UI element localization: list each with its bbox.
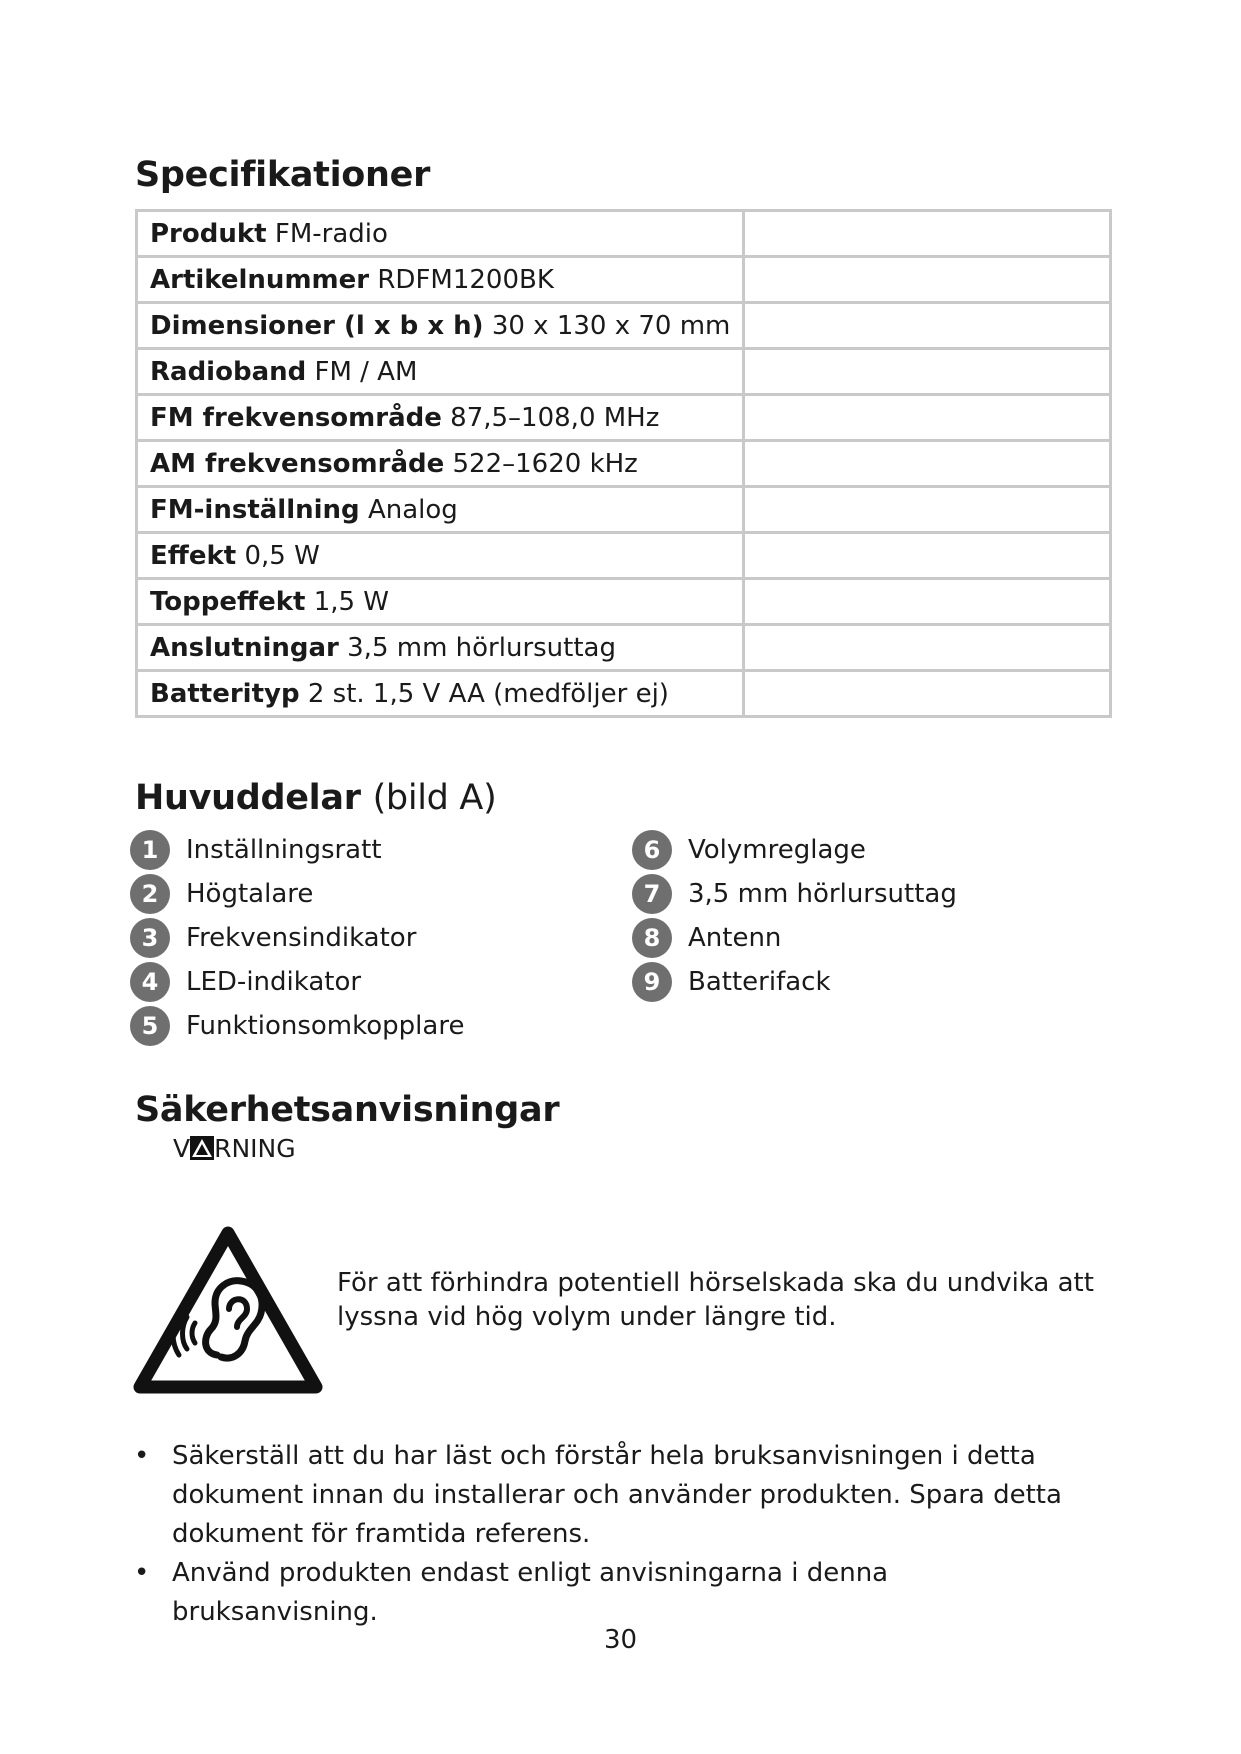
spec-row xyxy=(137,671,1111,717)
specifications-table xyxy=(135,209,1112,718)
part-item xyxy=(130,872,464,916)
spec-label: FM frekvensområde xyxy=(150,402,442,433)
part-item xyxy=(632,960,957,1004)
spec-label: Produkt xyxy=(150,218,267,249)
part-number-badge: 7 xyxy=(632,874,672,914)
safety-bullet-item: • Säkerställ att du har läst och förstår hela bruksanvisningen i detta dokument innan du installerar och använder produkten. Spara detta dokument för framtida referens. xyxy=(132,1437,1092,1554)
spec-empty-cell xyxy=(744,257,1111,303)
part-number-badge: 4 xyxy=(130,962,170,1002)
spec-value: FM-radio xyxy=(274,218,388,249)
spec-label: Batterityp xyxy=(150,678,300,709)
spec-label: Radioband xyxy=(150,356,307,387)
spec-value: 522–1620 kHz xyxy=(452,448,638,479)
spec-value: 0,5 W xyxy=(244,540,320,571)
part-label: LED-indikator xyxy=(186,967,362,997)
spec-cell xyxy=(137,349,744,395)
hearing-damage-warning-icon xyxy=(133,1225,323,1395)
safety-bullet-item: • Använd produkten endast enligt anvisningarna i denna bruksanvisning. xyxy=(132,1554,1092,1632)
spec-empty-cell xyxy=(744,487,1111,533)
warning-prefix: V xyxy=(173,1134,191,1163)
spec-value: 3,5 mm hörlursuttag xyxy=(347,632,616,663)
part-label: Inställningsratt xyxy=(186,835,382,865)
safety-heading: Säkerhetsanvisningar xyxy=(135,1090,560,1130)
specifications-heading: Specifikationer xyxy=(135,155,431,195)
spec-empty-cell xyxy=(744,441,1111,487)
part-number-badge: 3 xyxy=(130,918,170,958)
part-label: Funktionsomkopplare xyxy=(186,1011,465,1041)
part-item xyxy=(632,872,957,916)
spec-cell xyxy=(137,257,744,303)
part-item xyxy=(632,828,957,872)
part-number-badge: 6 xyxy=(632,830,672,870)
spec-empty-cell xyxy=(744,579,1111,625)
spec-empty-cell xyxy=(744,395,1111,441)
warning-triangle-icon xyxy=(190,1136,214,1160)
spec-value: 87,5–108,0 MHz xyxy=(450,402,660,433)
main-parts-heading xyxy=(135,778,496,818)
spec-row xyxy=(137,349,1111,395)
spec-label: Artikelnummer xyxy=(150,264,370,295)
spec-cell xyxy=(137,211,744,257)
part-number-badge: 8 xyxy=(632,918,672,958)
page-number: 30 xyxy=(603,1625,638,1655)
spec-value: 30 x 130 x 70 mm xyxy=(491,310,731,341)
part-label: Frekvensindikator xyxy=(186,923,417,953)
spec-row xyxy=(137,303,1111,349)
spec-row xyxy=(137,487,1111,533)
spec-label: Anslutningar xyxy=(150,632,339,663)
part-number-badge: 2 xyxy=(130,874,170,914)
spec-label: FM-inställning xyxy=(150,494,360,525)
spec-empty-cell xyxy=(744,625,1111,671)
spec-value: FM / AM xyxy=(314,356,418,387)
safety-bullet-list xyxy=(132,1437,1092,1632)
spec-cell xyxy=(137,395,744,441)
spec-value: Analog xyxy=(367,494,458,525)
spec-row xyxy=(137,533,1111,579)
parts-list-left xyxy=(130,828,464,1048)
spec-label: AM frekvensområde xyxy=(150,448,445,479)
hearing-warning-text: För att förhindra potentiell hörselskada ska du undvika att lyssna vid hög volym under längre tid. xyxy=(337,1268,1094,1332)
spec-cell xyxy=(137,303,744,349)
spec-empty-cell xyxy=(744,349,1111,395)
part-label: Högtalare xyxy=(186,879,314,909)
spec-row xyxy=(137,625,1111,671)
part-number-badge: 9 xyxy=(632,962,672,1002)
spec-cell xyxy=(137,579,744,625)
spec-row xyxy=(137,579,1111,625)
part-item xyxy=(130,916,464,960)
part-label: 3,5 mm hörlursuttag xyxy=(688,879,957,909)
warning-rest: RNING xyxy=(214,1134,296,1163)
part-label: Volymreglage xyxy=(688,835,866,865)
spec-empty-cell xyxy=(744,303,1111,349)
spec-value: 1,5 W xyxy=(313,586,390,617)
spec-value: 2 st. 1,5 V AA (medföljer ej) xyxy=(307,678,669,709)
part-label: Batterifack xyxy=(688,967,831,997)
part-number-badge: 1 xyxy=(130,830,170,870)
main-parts-subtitle: (bild A) xyxy=(372,778,497,818)
spec-label: Toppeffekt xyxy=(150,586,306,617)
spec-row xyxy=(137,441,1111,487)
spec-empty-cell xyxy=(744,211,1111,257)
spec-cell xyxy=(137,625,744,671)
spec-row xyxy=(137,257,1111,303)
spec-row xyxy=(137,211,1111,257)
spec-cell xyxy=(137,441,744,487)
spec-cell xyxy=(137,487,744,533)
part-item xyxy=(632,916,957,960)
part-item xyxy=(130,1004,464,1048)
spec-label: Dimensioner (l x b x h) xyxy=(150,310,484,341)
part-item xyxy=(130,828,464,872)
spec-value: RDFM1200BK xyxy=(377,264,554,295)
parts-list-right xyxy=(632,828,957,1004)
part-label: Antenn xyxy=(688,923,782,953)
part-item xyxy=(130,960,464,1004)
spec-cell xyxy=(137,671,744,717)
main-parts-title: Huvuddelar xyxy=(135,778,361,818)
spec-cell xyxy=(137,533,744,579)
part-number-badge: 5 xyxy=(130,1006,170,1046)
spec-label: Effekt xyxy=(150,540,237,571)
spec-row xyxy=(137,395,1111,441)
spec-empty-cell xyxy=(744,533,1111,579)
spec-empty-cell xyxy=(744,671,1111,717)
warning-label xyxy=(173,1134,296,1163)
